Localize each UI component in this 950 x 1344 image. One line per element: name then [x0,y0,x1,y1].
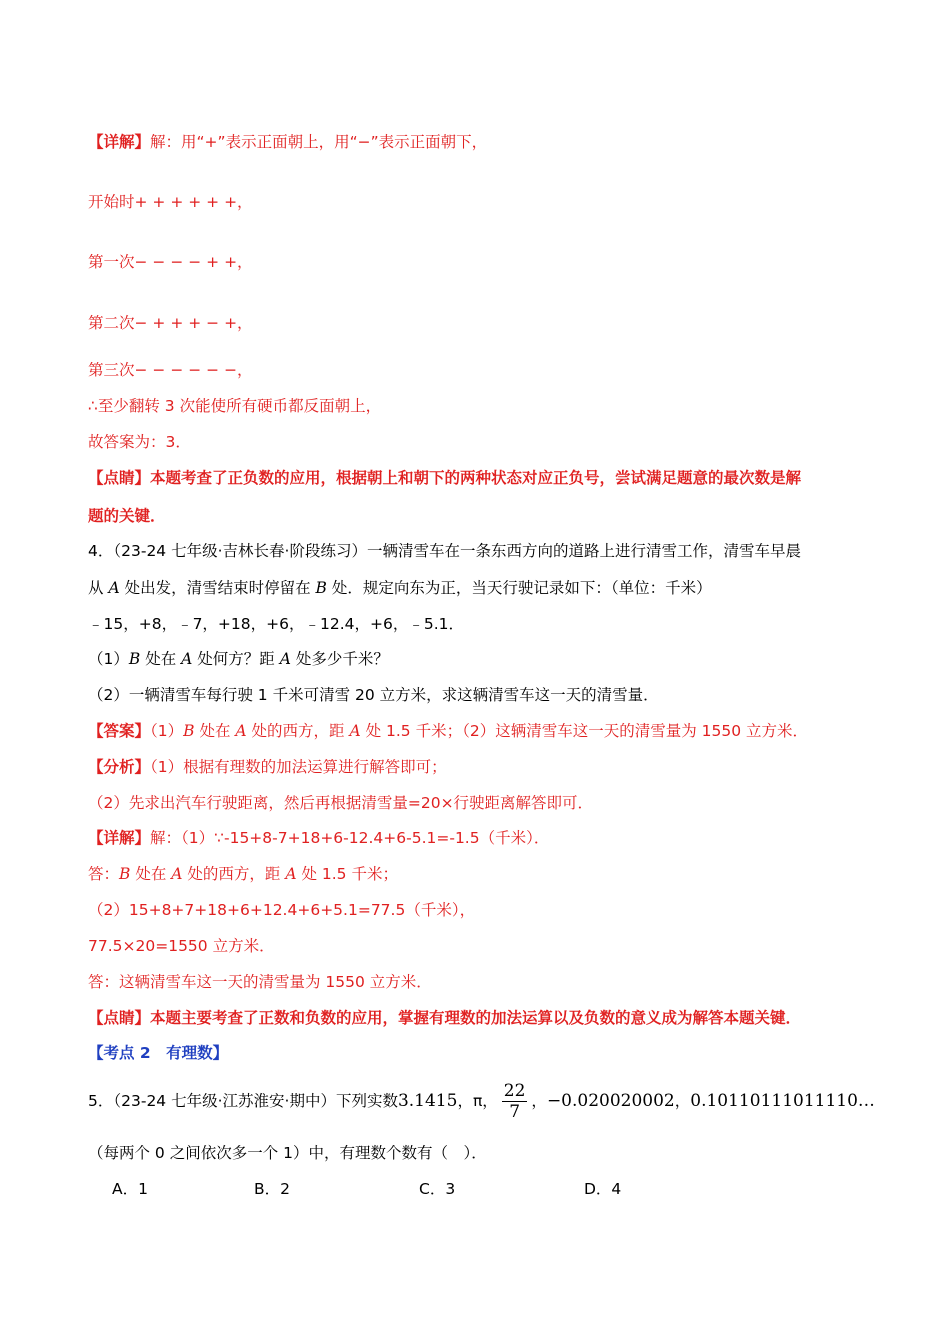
q5-intro: （23-24 七年级·江苏淮安·期中）下列实数 [113,1092,398,1110]
comment-text: 本题主要考查了正数和负数的应用，掌握有理数的加法运算以及负数的意义成为解答本题关键． [150,1009,802,1027]
comment-label: 【点睛】 [88,1009,151,1027]
start-state: 开始时+ + + + + +， [88,193,253,211]
q4-detail-1 [88,827,549,849]
conclusion: ∴至少翻转 3 次能使所有硬币都反面朝上， [88,397,382,415]
detail-line [88,131,487,153]
q5-line-1 [88,1081,875,1122]
q5-line-2: （每两个 0 之间依次多一个 1）中，有理数个数有（ ）． [88,1144,487,1162]
q4-line-1 [88,540,801,562]
q4-detail-2 [88,863,398,885]
point-a: A [108,579,120,597]
q4-detail-3: （2）15+8+7+18+6+12.4+6+5.1=77.5（千米）， [88,901,476,919]
third-flip: 第三次− − − − − −， [88,361,253,379]
q4-sub-2: （2）一辆清雪车每行驶 1 千米可清雪 20 立方米，求这辆清雪车这一天的清雪量． [88,686,659,704]
sub1-text-d: 处多少千米？ [290,650,389,668]
q4-sub-1 [88,648,389,670]
option-d[interactable]: D．4 [584,1180,622,1198]
comment-line-1 [88,467,801,489]
q4-text-1: （23-24 七年级·吉林长春·阶段练习）一辆清雪车在一条东西方向的道路上进行清雪工作，清雪车早晨 [113,542,801,560]
point-b: B [128,650,141,668]
point-a: A [279,650,291,668]
fraction-22-7 [502,1081,528,1122]
sub1-text-b: 处在 [140,650,182,668]
sub1-prefix: （1） [88,650,129,668]
q4-number: 4． [88,542,114,560]
point-a: A [235,722,247,740]
detail-text-1: 解：（1）∵-15+8-7+18+6-12.4+6-5.1=-1.5（千米）． [150,829,550,847]
q4-detail-4: 77.5×20=1550 立方米． [88,937,275,955]
comment-text-1: 本题考查了正负数的应用，根据朝上和朝下的两种状态对应正负号，尝试满足题意的最次数是解 [150,469,802,487]
analysis-label: 【分析】 [88,758,151,776]
q5-sep-2: ， [531,1092,547,1110]
number-neg-0-02: −0.020020002 [546,1091,675,1111]
q4-analysis-1 [88,756,447,778]
q4-records: ﹣15，+8，﹣7，+18，+6，﹣12.4，+6，﹣5.1． [88,615,465,633]
point-a: A [285,865,297,883]
answer-text-d: 处 1.5 千米；（2）这辆清雪车这一天的清雪量为 1550 立方米． [360,722,809,740]
q4-analysis-2: （2）先求出汽车行驶距离，然后再根据清雪量=20×行驶距离解答即可． [88,794,594,812]
q5-sep-3: ， [674,1092,691,1110]
option-b[interactable]: B．2 [254,1180,290,1198]
point-b: B [315,579,327,597]
comment-line-2: 题的关键． [88,507,166,525]
detail-2b: 处在 [130,865,172,883]
q4-text-2a: 从 [88,579,109,597]
analysis-text-1: （1）根据有理数的加法运算进行解答即可； [150,758,447,776]
detail-label: 【详解】 [88,133,151,151]
q5-number: 5． [88,1092,114,1110]
fraction-denominator: 7 [509,1102,521,1122]
q4-detail-5: 答：这辆清雪车这一天的清雪量为 1550 立方米． [88,973,432,991]
point-b: B [183,722,195,740]
detail-2c: 处的西方，距 [182,865,286,883]
detail-text: 解：用“+”表示正面朝上，用“−”表示正面朝下， [150,133,488,151]
comment-label: 【点睛】 [88,469,151,487]
point-a: A [181,650,193,668]
q4-answer [88,720,808,742]
option-c[interactable]: C．3 [419,1180,456,1198]
point-a: A [171,865,183,883]
first-flip: 第一次− − − − + +， [88,253,253,271]
second-flip: 第二次− + + + − +， [88,314,253,332]
point-a: A [349,722,361,740]
answer-label: 【答案】 [88,722,151,740]
answer-line: 故答案为：3． [88,433,191,451]
q4-line-2 [88,577,712,599]
fraction-numerator: 22 [503,1081,526,1101]
answer-text-b: 处在 [194,722,236,740]
q4-text-2c: 处．规定向东为正，当天行驶记录如下：（单位：千米） [326,579,712,597]
q4-text-2b: 处出发，清雪结束时停留在 [119,579,316,597]
q4-comment [88,1007,801,1029]
detail-label: 【详解】 [88,829,151,847]
section-header: 【考点 2 有理数】 [88,1044,229,1062]
q5-sep-1: ，π， [457,1092,498,1110]
detail-2d: 处 1.5 千米； [296,865,398,883]
sub1-text-c: 处何方？距 [192,650,280,668]
number-0-1011: 0.10110111011110… [690,1091,875,1111]
point-b: B [119,865,131,883]
number-3-1415: 3.1415 [397,1091,458,1111]
answer-text-a: （1） [150,722,184,740]
option-a[interactable]: A．1 [112,1180,148,1198]
detail-2a: 答： [88,865,120,883]
answer-text-c: 处的西方，距 [246,722,350,740]
